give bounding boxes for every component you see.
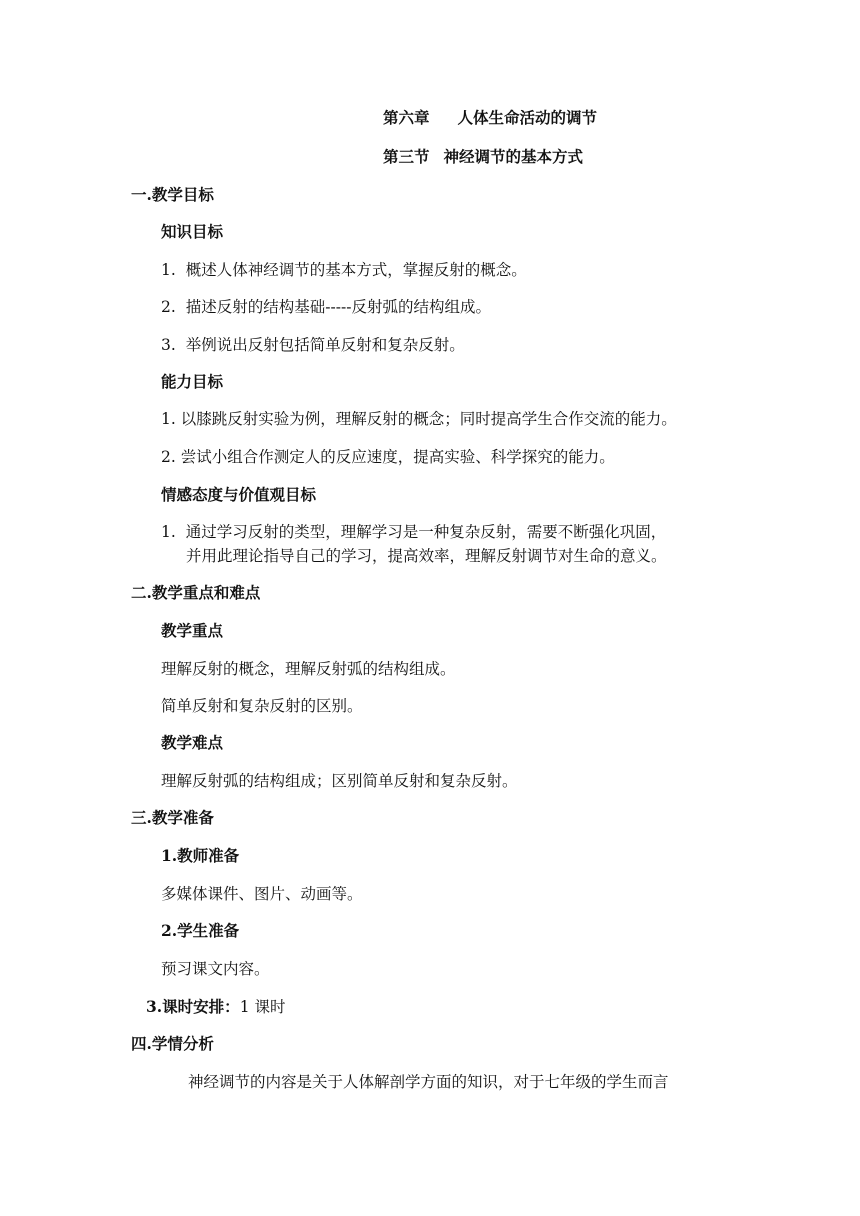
item-text: 概述人体神经调节的基本方式，掌握反射的概念。 bbox=[185, 261, 527, 279]
item-text: 描述反射的结构基础-----反射弧的结构组成。 bbox=[185, 298, 491, 316]
subheading-teacher: 1.教师准备 bbox=[161, 846, 240, 865]
item-text: 通过学习反射的类型，理解学习是一种复杂反射，需要不断强化巩固， bbox=[185, 523, 667, 541]
section-number: 第三节 bbox=[383, 147, 430, 166]
item-number: 3. bbox=[161, 336, 176, 354]
knowledge-item-1 bbox=[161, 260, 527, 280]
section-title bbox=[383, 147, 583, 167]
key-line-2: 简单反射和复杂反射的区别。 bbox=[161, 697, 363, 715]
emotion-item-1-line-1 bbox=[161, 522, 666, 542]
key-line-1: 理解反射的概念，理解反射弧的结构组成。 bbox=[161, 660, 456, 678]
subheading-key: 教学重点 bbox=[161, 621, 224, 640]
item-text: 举例说出反射包括简单反射和复杂反射。 bbox=[185, 336, 465, 354]
emotion-item-1-line-2: 并用此理论指导自己的学习，提高效率，理解反射调节对生命的意义。 bbox=[186, 547, 667, 565]
schedule-value: 1 课时 bbox=[239, 998, 286, 1016]
section-name: 神经调节的基本方式 bbox=[443, 147, 584, 166]
section-heading-key-points: 二.教学重点和难点 bbox=[131, 583, 261, 602]
knowledge-item-3 bbox=[161, 335, 465, 355]
knowledge-item-2 bbox=[161, 297, 491, 317]
subheading-knowledge: 知识目标 bbox=[161, 222, 224, 241]
section-heading-preparation: 三.教学准备 bbox=[131, 808, 214, 827]
schedule-label: 3.课时安排： bbox=[146, 997, 240, 1016]
item-number: 2. bbox=[161, 298, 176, 316]
section-heading-analysis: 四.学情分析 bbox=[131, 1034, 214, 1053]
chapter-number: 第六章 bbox=[383, 108, 430, 127]
ability-item-1: 1. 以膝跳反射实验为例，理解反射的概念；同时提高学生合作交流的能力。 bbox=[161, 410, 677, 428]
schedule-line bbox=[146, 997, 285, 1017]
chapter-name: 人体生命活动的调节 bbox=[457, 108, 598, 127]
subheading-difficult: 教学难点 bbox=[161, 733, 224, 752]
difficult-line: 理解反射弧的结构组成；区别简单反射和复杂反射。 bbox=[161, 772, 518, 790]
item-number: 1. bbox=[161, 261, 176, 279]
item-number: 1. bbox=[161, 523, 176, 541]
student-text: 预习课文内容。 bbox=[161, 960, 270, 978]
analysis-text: 神经调节的内容是关于人体解剖学方面的知识，对于七年级的学生而言 bbox=[188, 1073, 669, 1091]
subheading-emotion: 情感态度与价值观目标 bbox=[161, 485, 317, 504]
section-heading-objectives: 一.教学目标 bbox=[131, 185, 214, 204]
ability-item-2: 2. 尝试小组合作测定人的反应速度，提高实验、科学探究的能力。 bbox=[161, 448, 615, 466]
teacher-text: 多媒体课件、图片、动画等。 bbox=[161, 885, 363, 903]
subheading-ability: 能力目标 bbox=[161, 372, 224, 391]
chapter-title bbox=[383, 108, 597, 128]
subheading-student: 2.学生准备 bbox=[161, 921, 240, 940]
